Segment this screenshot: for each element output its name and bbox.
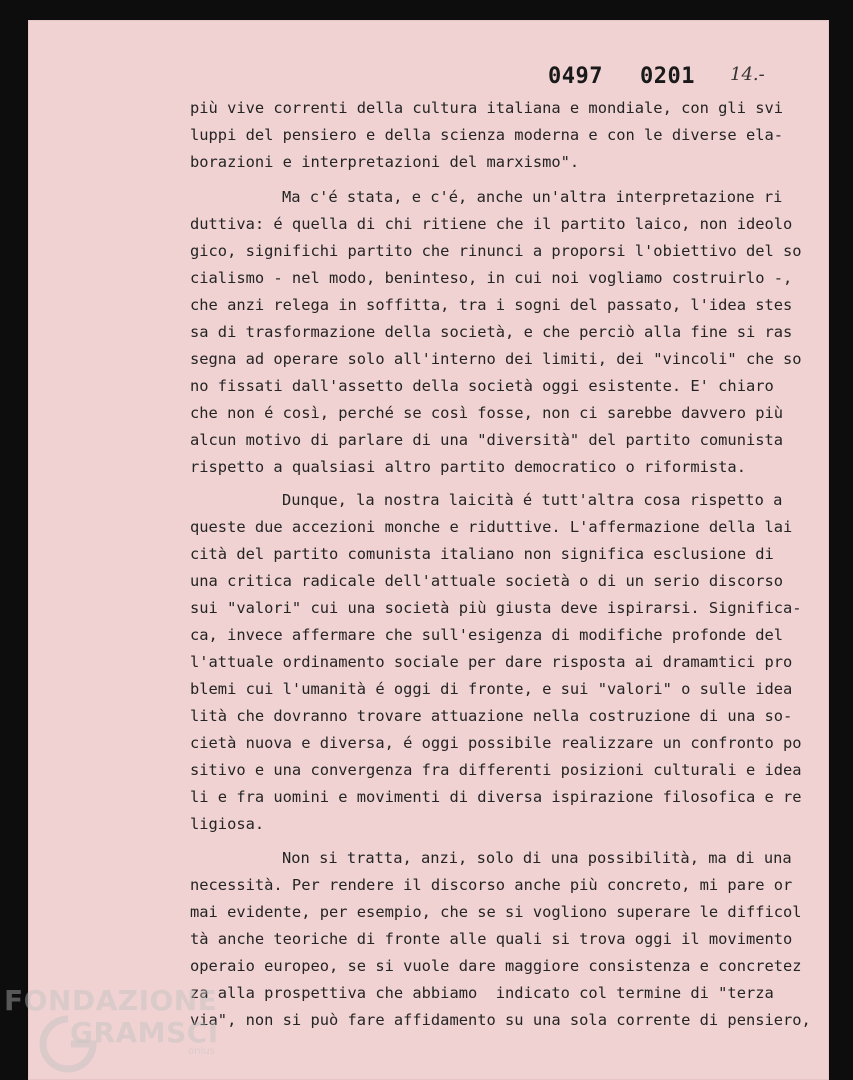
- watermark-line-2: GRAMSCI: [70, 1016, 219, 1049]
- text-line: rispetto a qualsiasi altro partito democratico o riformista.: [190, 458, 746, 476]
- text-line: che non é così, perché se così fosse, non ci sarebbe davvero più: [190, 404, 784, 422]
- text-line: gico, significhi partito che rinunci a proporsi l'obiettivo del so: [190, 242, 802, 260]
- text-line: luppi del pensiero e della scienza moderna e con le diverse ela-: [190, 126, 784, 144]
- text-line: sui "valori" cui una società più giusta deve ispirarsi. Significa-: [190, 599, 802, 617]
- text-line: borazioni e interpretazioni del marxismo".: [190, 153, 580, 171]
- text-line: via", non si può fare affidamento su una sola corrente di pensiero,: [190, 1011, 811, 1029]
- fondazione-gramsci-watermark: [4, 984, 219, 1080]
- watermark-line-3: onlus: [188, 1046, 215, 1057]
- text-line: Non si tratta, anzi, solo di una possibilità, ma di una: [282, 849, 792, 867]
- watermark-line-1: FONDAZIONE: [4, 984, 218, 1017]
- text-line: ligiosa.: [190, 815, 265, 833]
- text-line: cietà nuova e diversa, é oggi possibile realizzare un confronto po: [190, 734, 802, 752]
- text-line: necessità. Per rendere il discorso anche più concreto, mi pare or: [190, 876, 793, 894]
- text-line: una critica radicale dell'attuale società o di un serio discorso: [190, 572, 784, 590]
- text-line: più vive correnti della cultura italiana e mondiale, con gli svi: [190, 99, 784, 117]
- text-line: cità del partito comunista italiano non significa esclusione di: [190, 545, 774, 563]
- text-line: blemi cui l'umanità é oggi di fronte, e sui "valori" o sulle idea: [190, 680, 793, 698]
- text-line: sa di trasformazione della società, e che perciò alla fine si ras: [190, 323, 793, 341]
- text-line: Ma c'é stata, e c'é, anche un'altra interpretazione ri: [282, 188, 783, 206]
- text-line: queste due accezioni monche e riduttive. L'affermazione della lai: [190, 518, 793, 536]
- text-line: li e fra uomini e movimenti di diversa ispirazione filosofica e re: [190, 788, 802, 806]
- text-line: alcun motivo di parlare di una "diversità" del partito comunista: [190, 431, 784, 449]
- text-line: cialismo - nel modo, beninteso, in cui noi vogliamo costruirlo -,: [190, 269, 793, 287]
- handwritten-page-number: 14.-: [730, 64, 765, 85]
- archive-folder-stamp: 0497: [548, 64, 603, 89]
- text-line: sitivo e una convergenza fra differenti posizioni culturali e idea: [190, 761, 802, 779]
- document-page: [28, 20, 829, 1080]
- text-line: duttiva: é quella di chi ritiene che il partito laico, non ideolo: [190, 215, 793, 233]
- text-line: tà anche teoriche di fronte alle quali si trova oggi il movimento: [190, 930, 793, 948]
- text-line: ca, invece affermare che sull'esigenza di modifiche profonde del: [190, 626, 784, 644]
- text-line: za alla prospettiva che abbiamo indicato col termine di "terza: [190, 984, 774, 1002]
- text-line: segna ad operare solo all'interno dei limiti, dei "vincoli" che so: [190, 350, 802, 368]
- archive-sheet-stamp: 0201: [640, 64, 695, 89]
- text-line: l'attuale ordinamento sociale per dare risposta ai dramamtici pro: [190, 653, 793, 671]
- text-line: che anzi relega in soffitta, tra i sogni del passato, l'idea stes: [190, 296, 793, 314]
- text-line: no fissati dall'assetto della società oggi esistente. E' chiaro: [190, 377, 774, 395]
- text-line: Dunque, la nostra laicità é tutt'altra cosa rispetto a: [282, 491, 783, 509]
- text-line: mai evidente, per esempio, che se si vogliono superare le difficol: [190, 903, 802, 921]
- text-line: lità che dovranno trovare attuazione nella costruzione di una so-: [190, 707, 793, 725]
- text-line: operaio europeo, se si vuole dare maggiore consistenza e concretez: [190, 957, 802, 975]
